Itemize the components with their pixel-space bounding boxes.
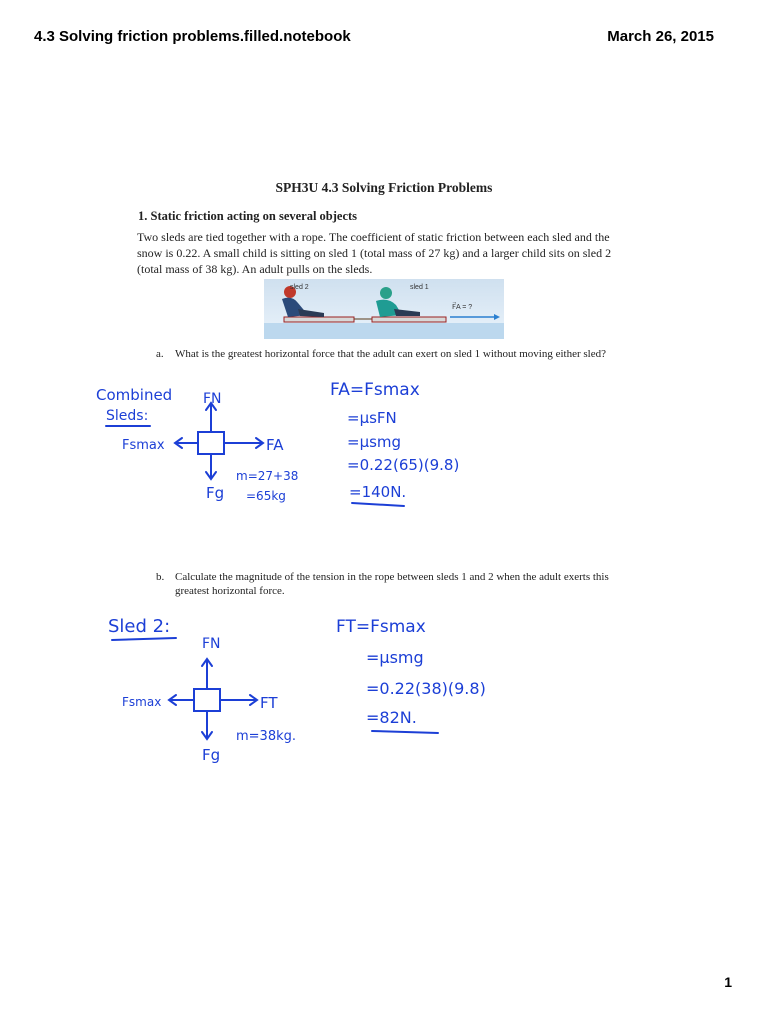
hw-a-fa: FA — [266, 436, 284, 454]
problem-text: Two sleds are tied together with a rope. The coefficient of static friction between each sled and the snow is 0.22. A small child is sitting on sled 1 (total mass of 27 kg) and a larger child sits on sled 2 (total mass of 38 kg). An adult pulls on the sleds. — [137, 230, 612, 276]
answer-a-underline — [352, 503, 404, 506]
hw-b-fsmax: Fsmax — [122, 695, 162, 709]
notebook-title: 4.3 Solving friction problems.filled.notebook — [34, 28, 351, 45]
answer-b-underline — [372, 731, 438, 733]
force-label: F⃗A = ? — [452, 304, 473, 311]
question-a-text: What is the greatest horizontal force that the adult can exert on sled 1 without moving either sled? — [175, 348, 606, 360]
hw-a-fn: FN — [203, 391, 222, 407]
hw-b-eq-2: =μsmg — [366, 648, 424, 667]
hw-b-eq-3: =0.22(38)(9.8) — [366, 679, 486, 698]
notebook-date: March 26, 2015 — [607, 28, 714, 45]
hw-b-eq-4: =82N. — [366, 708, 417, 727]
fbd-b-box — [194, 689, 220, 711]
worksheet-title: SPH3U 4.3 Solving Friction Problems — [275, 180, 493, 195]
hw-a-eq-4: =0.22(65)(9.8) — [347, 456, 460, 474]
hw-b-ft: FT — [260, 694, 278, 712]
hw-a-mass-2: =65kg — [246, 489, 286, 503]
hw-a-heading-1: Combined — [96, 386, 173, 404]
hw-b-mass: m=38kg. — [236, 729, 297, 744]
question-b-text: Calculate the magnitude of the tension in the rope between sleds 1 and 2 when the adult exerts this greatest horizontal force. — [175, 571, 609, 597]
hw-b-fg: Fg — [202, 746, 221, 764]
hw-b-fn: FN — [202, 636, 221, 652]
hw-a-eq-3: =μsmg — [347, 433, 402, 451]
fbd-a-box — [198, 432, 224, 454]
page-number: 1 — [724, 974, 732, 990]
sled2-label: sled 2 — [290, 284, 309, 291]
hw-b-eq-1: FT=Fsmax — [336, 617, 426, 637]
section-title: 1. Static friction acting on several objects — [138, 209, 358, 223]
hw-a-mass-1: m=27+38 — [236, 469, 299, 483]
sled1-label: sled 1 — [410, 284, 429, 291]
question-a-label: a. — [156, 348, 164, 360]
hw-a-fsmax: Fsmax — [122, 438, 165, 453]
hw-b-heading: Sled 2: — [108, 616, 171, 637]
hw-a-fg: Fg — [206, 484, 225, 502]
hw-a-eq-1: FA=Fsmax — [330, 380, 420, 400]
hw-a-eq-5: =140N. — [349, 483, 407, 501]
hw-a-eq-2: =μsFN — [347, 409, 397, 427]
question-b-label: b. — [156, 571, 165, 583]
heading-b-underline — [112, 638, 176, 640]
hw-a-heading-2: Sleds: — [106, 408, 149, 424]
